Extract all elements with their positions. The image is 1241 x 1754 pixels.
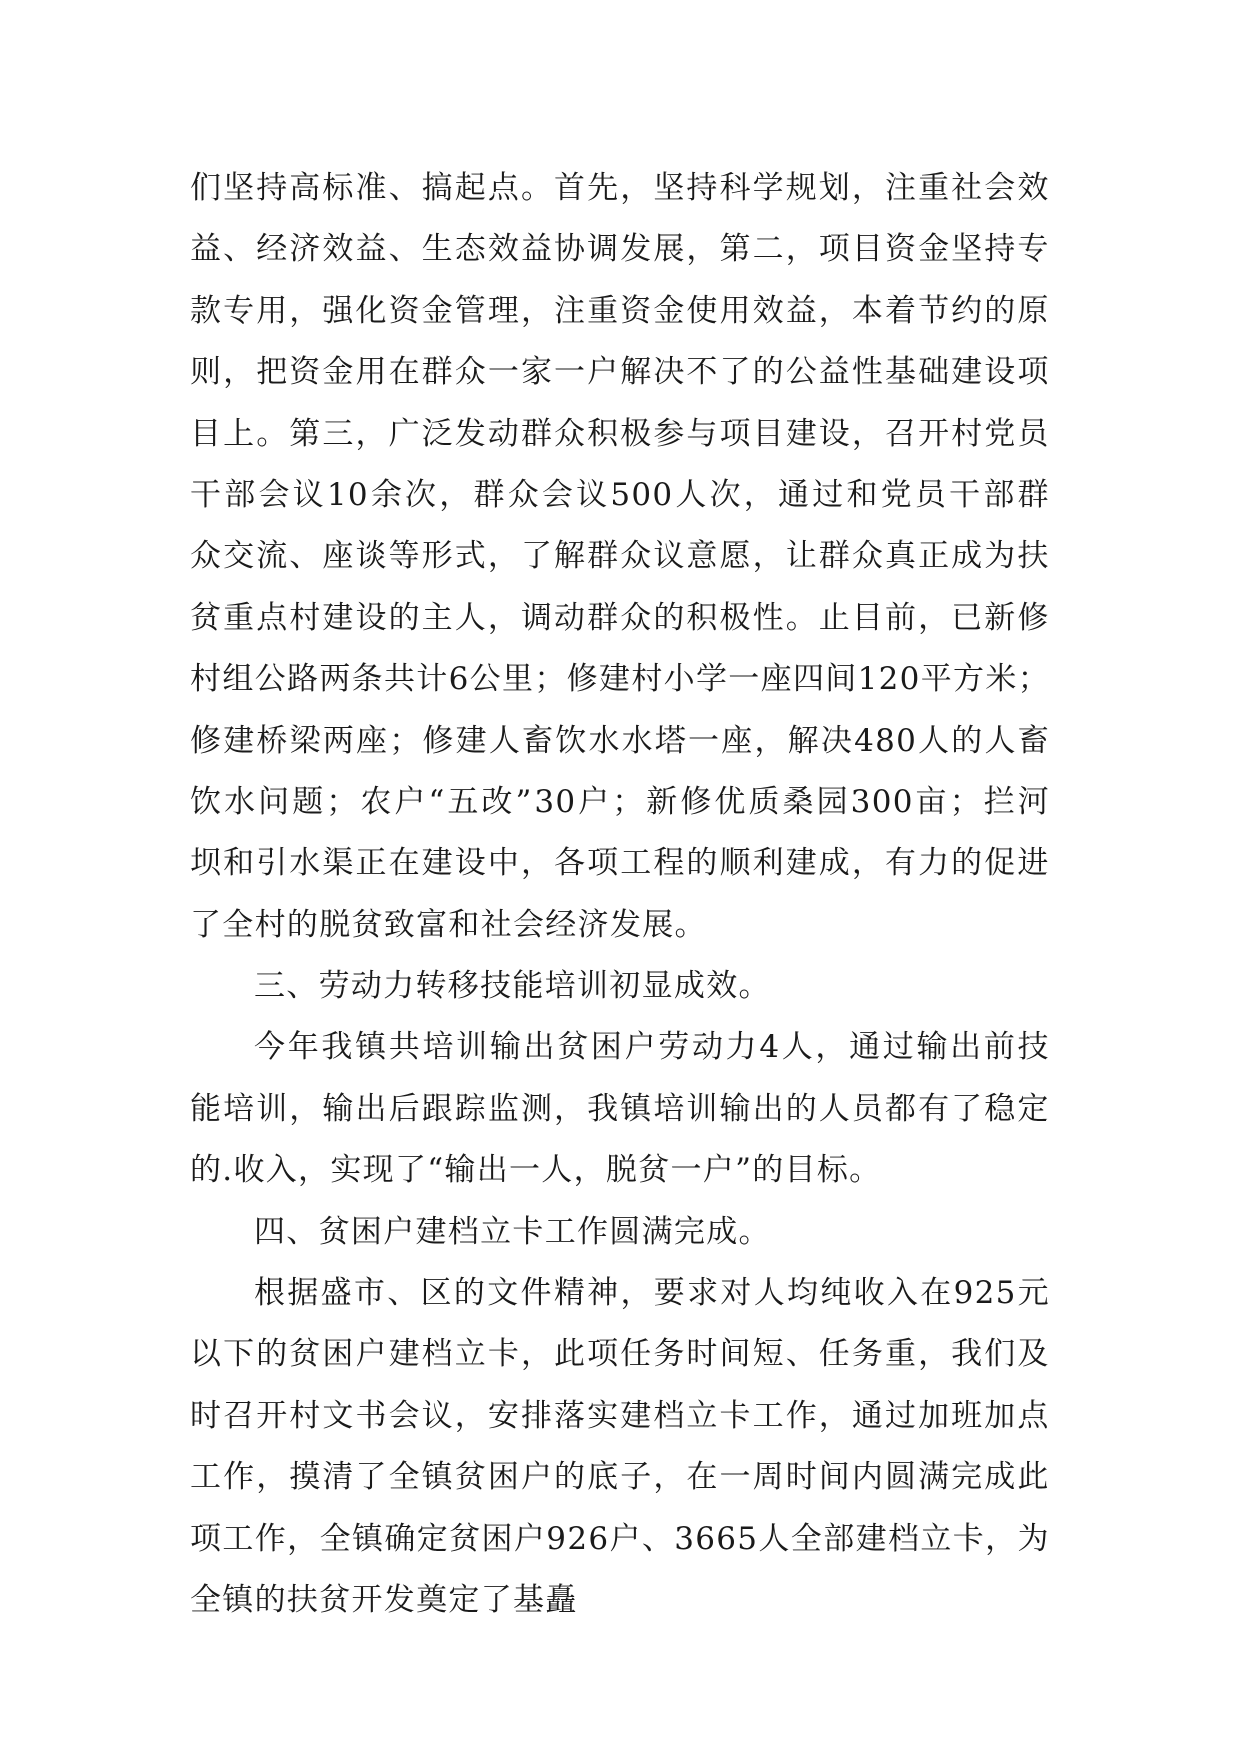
text-line: 项 工 作 ， 全 镇 确 定 贫 困 户 926 户 、 3665 人 全 部 建 档 立 卡 ， 为 (190, 1520, 1050, 1557)
text-line: 贫 重 点 村 建 设 的 主 人 ， 调 动 群 众 的 积 极 性 。 止 目 前 ， 已 新 修 (190, 599, 1050, 636)
text-line: 益 、 经 济 效 益 、 生 态 效 益 协 调 发 展 ， 第 二 ， 项 目 资 金 坚 持 专 (190, 231, 1050, 268)
document-body (190, 158, 1050, 1631)
text-line: 今 年 我 镇 共 培 训 输 出 贫 困 户 劳 动 力 4 人 ， 通 过 输 出 前 技 (254, 1029, 1050, 1066)
text-line: 的.收入，实现了“输出一人，脱贫一户”的目标。 (190, 1152, 882, 1189)
text-line: 三、劳动力转移技能培训初显成效。 (254, 968, 771, 1005)
text-line: 全镇的扶贫开发奠定了基矗 (190, 1581, 578, 1618)
text-line: 能 培 训 ， 输 出 后 跟 踪 监 测 ， 我 镇 培 训 输 出 的 人 员 都 有 了 稳 定 (190, 1090, 1050, 1127)
text-line: 工 作 ， 摸 清 了 全 镇 贫 困 户 的 底 子 ， 在 一 周 时 间 内 圆 满 完 成 此 (190, 1459, 1050, 1496)
text-line: 们 坚 持 高 标 准 、 搞 起 点 。 首 先 ， 坚 持 科 学 规 划 ， 注 重 社 会 效 (190, 170, 1050, 206)
text-line: 村 组 公 路 两 条 共 计 6 公 里 ； 修 建 村 小 学 一 座 四 间 120 平 方 米 ； (190, 661, 1050, 698)
text-line: 目 上 。 第 三 ， 广 泛 发 动 群 众 积 极 参 与 项 目 建 设 ， 召 开 村 党 员 (190, 415, 1050, 452)
text-line: 了全村的脱贫致富和社会经济发展。 (190, 906, 707, 943)
text-line: 款 专 用 ， 强 化 资 金 管 理 ， 注 重 资 金 使 用 效 益 ， 本 着 节 约 的 原 (190, 292, 1050, 329)
text-line: 以 下 的 贫 困 户 建 档 立 卡 ， 此 项 任 务 时 间 短 、 任 务 重 ， 我 们 及 (190, 1336, 1050, 1373)
text-line: 坝 和 引 水 渠 正 在 建 设 中 ， 各 项 工 程 的 顺 利 建 成 ， 有 力 的 促 进 (190, 845, 1050, 882)
text-line: 众 交 流 、 座 谈 等 形 式 ， 了 解 群 众 议 意 愿 ， 让 群 众 真 正 成 为 扶 (190, 538, 1050, 575)
text-line: 四、贫困户建档立卡工作圆满完成。 (254, 1213, 771, 1250)
text-line: 修 建 桥 梁 两 座 ； 修 建 人 畜 饮 水 水 塔 一 座 ， 解 决 480 人 的 人 畜 (190, 722, 1050, 759)
text-line: 时 召 开 村 文 书 会 议 ， 安 排 落 实 建 档 立 卡 工 作 ， 通 过 加 班 加 点 (190, 1397, 1050, 1434)
text-line: 饮 水 问 题 ； 农 户 “ 五 改 ” 30 户 ； 新 修 优 质 桑 园 300 亩 ； 拦 河 (190, 783, 1050, 820)
text-line: 则 ， 把 资 金 用 在 群 众 一 家 一 户 解 决 不 了 的 公 益 性 基 础 建 设 项 (190, 354, 1050, 391)
text-line: 干 部 会 议 10 余 次 ， 群 众 会 议 500 人 次 ， 通 过 和 党 员 干 部 群 (190, 476, 1050, 513)
text-line: 根 据 盛 市 、 区 的 文 件 精 神 ， 要 求 对 人 均 纯 收 入 在 925 元 (254, 1275, 1050, 1312)
